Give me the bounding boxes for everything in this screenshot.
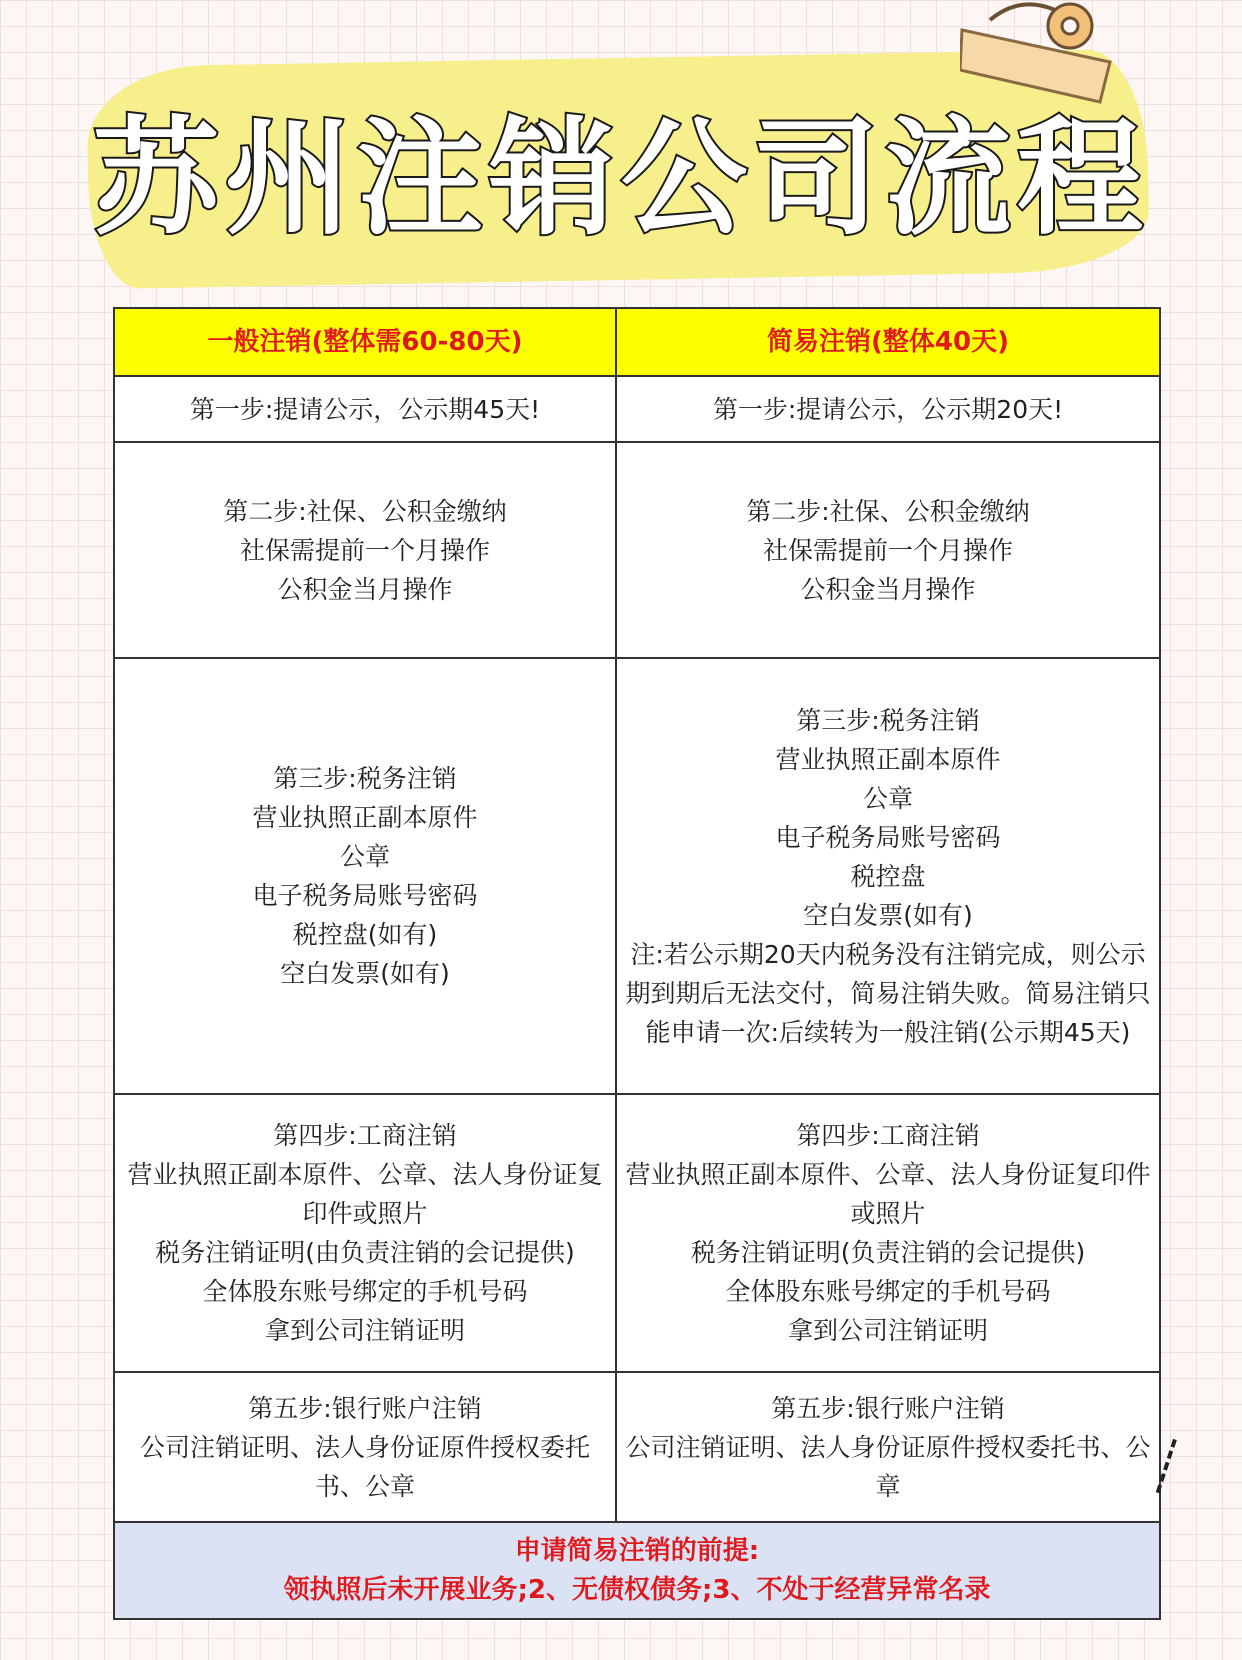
footer-row [114, 1522, 1160, 1619]
step3-row [114, 658, 1160, 1094]
page-title: 苏州注销公司流程 [93, 105, 1149, 252]
step5-simple: 第五步:银行账户注销 公司注销证明、法人身份证原件授权委托书、公章 [616, 1372, 1160, 1522]
step4-general: 第四步:工商注销 营业执照正副本原件、公章、法人身份证复印件或照片 税务注销证明(由负责注销的会记提供) 全体股东账号绑定的手机号码 拿到公司注销证明 [114, 1094, 616, 1372]
step1-row [114, 376, 1160, 442]
step2-row [114, 442, 1160, 658]
step3-general: 第三步:税务注销 营业执照正副本原件 公章 电子税务局账号密码 税控盘(如有) 空白发票(如有) [114, 658, 616, 1094]
general-header: 一般注销(整体需60-80天) [114, 308, 616, 376]
simple-header: 简易注销(整体40天) [616, 308, 1160, 376]
step4-simple: 第四步:工商注销 营业执照正副本原件、公章、法人身份证复印件或照片 税务注销证明(负责注销的会记提供) 全体股东账号绑定的手机号码 拿到公司注销证明 [616, 1094, 1160, 1372]
step3-simple: 第三步:税务注销 营业执照正副本原件 公章 电子税务局账号密码 税控盘 空白发票(如有) 注:若公示期20天内税务没有注销完成，则公示期到期后无法交付，简易注销失败。简易注销只能申请一次:后续转为一般注销(公示期45天) [616, 658, 1160, 1094]
process-table [113, 307, 1161, 1620]
footer-note: 申请简易注销的前提: 领执照后未开展业务;2、无债权债务;3、不处于经营异常名录 [114, 1522, 1160, 1619]
header-row [114, 308, 1160, 376]
step5-general: 第五步:银行账户注销 公司注销证明、法人身份证原件授权委托书、公章 [114, 1372, 616, 1522]
step5-row [114, 1372, 1160, 1522]
step2-general: 第二步:社保、公积金缴纳 社保需提前一个月操作 公积金当月操作 [114, 442, 616, 658]
step2-simple: 第二步:社保、公积金缴纳 社保需提前一个月操作 公积金当月操作 [616, 442, 1160, 658]
simple-note: 注:若公示期20天内税务没有注销完成，则公示期到期后无法交付，简易注销失败。简易注销只能申请一次:后续转为一般注销(公示期45天) [625, 939, 1151, 1047]
step4-row [114, 1094, 1160, 1372]
step1-general: 第一步:提请公示，公示期45天! [114, 376, 616, 442]
step1-simple: 第一步:提请公示，公示期20天! [616, 376, 1160, 442]
